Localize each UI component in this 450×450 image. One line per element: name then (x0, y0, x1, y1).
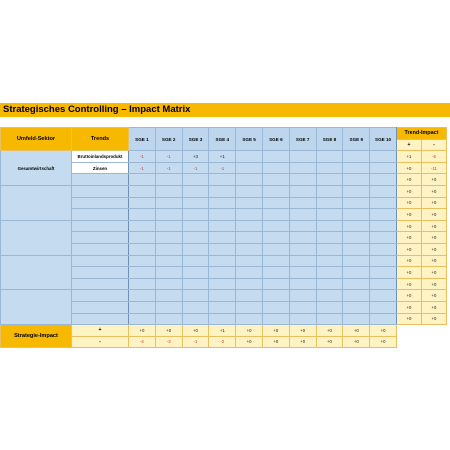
impact-cell[interactable] (209, 232, 236, 244)
header-row (1, 128, 447, 140)
trend-impact-minus: +0 (421, 197, 446, 209)
impact-cell[interactable] (370, 151, 397, 163)
impact-cell[interactable] (343, 301, 370, 313)
trend-impact-plus: +0 (396, 313, 421, 325)
trend-cell[interactable] (72, 232, 129, 244)
impact-cell[interactable] (236, 151, 263, 163)
impact-cell[interactable] (262, 301, 289, 313)
impact-cell[interactable] (182, 174, 209, 186)
trend-cell[interactable] (72, 174, 129, 186)
trend-cell[interactable] (72, 313, 129, 325)
impact-cell[interactable] (289, 220, 316, 232)
impact-cell[interactable] (209, 185, 236, 197)
sector-cell[interactable]: Gesamtwirtschaft (1, 151, 72, 186)
impact-cell[interactable] (316, 313, 343, 325)
trend-cell[interactable] (72, 243, 129, 255)
impact-cell[interactable] (129, 197, 156, 209)
impact-cell[interactable] (182, 278, 209, 290)
strategy-impact-minus-value: +0 (316, 336, 343, 348)
header-sge-6: SGE 6 (262, 128, 289, 151)
impact-cell[interactable] (129, 290, 156, 302)
impact-cell[interactable]: -1 (129, 151, 156, 163)
impact-cell[interactable] (155, 278, 182, 290)
trend-impact-minus: +0 (421, 209, 446, 221)
impact-cell[interactable] (129, 278, 156, 290)
impact-cell[interactable] (209, 301, 236, 313)
header-sge-4: SGE 4 (209, 128, 236, 151)
impact-cell[interactable] (262, 174, 289, 186)
impact-cell[interactable] (343, 278, 370, 290)
table-row (1, 290, 447, 302)
impact-cell[interactable] (155, 197, 182, 209)
impact-cell[interactable] (262, 151, 289, 163)
impact-matrix (0, 127, 447, 348)
strategy-impact-plus-value: +0 (316, 325, 343, 337)
impact-cell[interactable] (370, 290, 397, 302)
trend-impact-minus: -11 (421, 162, 446, 174)
impact-cell[interactable] (370, 255, 397, 267)
header-sge-10: SGE 10 (370, 128, 397, 151)
impact-cell[interactable] (236, 209, 263, 221)
trend-cell[interactable] (72, 209, 129, 221)
impact-cell[interactable] (236, 162, 263, 174)
strategy-impact-plus-value: +0 (343, 325, 370, 337)
impact-cell[interactable] (236, 220, 263, 232)
impact-cell[interactable] (236, 232, 263, 244)
trend-impact-minus: +0 (421, 255, 446, 267)
impact-cell[interactable] (370, 232, 397, 244)
impact-cell[interactable] (155, 243, 182, 255)
impact-cell[interactable] (370, 220, 397, 232)
impact-cell[interactable] (236, 313, 263, 325)
trend-impact-plus: +0 (396, 301, 421, 313)
impact-cell[interactable] (289, 255, 316, 267)
impact-cell[interactable] (129, 174, 156, 186)
impact-cell[interactable] (289, 243, 316, 255)
impact-cell[interactable] (209, 174, 236, 186)
trend-cell[interactable] (72, 197, 129, 209)
strategy-impact-plus-value: +0 (370, 325, 397, 337)
impact-cell[interactable] (182, 232, 209, 244)
impact-cell[interactable] (343, 185, 370, 197)
trend-impact-plus: +0 (396, 185, 421, 197)
impact-cell[interactable] (262, 313, 289, 325)
impact-cell[interactable] (155, 301, 182, 313)
impact-cell[interactable] (182, 255, 209, 267)
impact-cell[interactable] (262, 232, 289, 244)
impact-cell[interactable] (182, 197, 209, 209)
trend-cell[interactable] (72, 185, 129, 197)
trend-cell[interactable] (72, 255, 129, 267)
trend-impact-plus: +0 (396, 290, 421, 302)
trend-impact-minus: +0 (421, 301, 446, 313)
impact-cell[interactable] (209, 209, 236, 221)
trend-impact-minus: +0 (421, 232, 446, 244)
impact-cell[interactable] (289, 151, 316, 163)
impact-cell[interactable] (236, 197, 263, 209)
impact-cell[interactable] (343, 151, 370, 163)
impact-cell[interactable] (370, 313, 397, 325)
header-sge-2: SGE 2 (155, 128, 182, 151)
trend-impact-plus: +0 (396, 267, 421, 279)
impact-cell[interactable] (316, 267, 343, 279)
impact-cell[interactable] (343, 290, 370, 302)
impact-cell[interactable] (316, 185, 343, 197)
impact-cell[interactable] (129, 185, 156, 197)
sector-cell[interactable] (1, 255, 72, 290)
strategy-impact-plus-value: +1 (209, 325, 236, 337)
header-trend-impact: Trend-Impact (396, 128, 446, 140)
impact-cell[interactable] (209, 197, 236, 209)
impact-cell[interactable] (236, 278, 263, 290)
impact-cell[interactable] (182, 313, 209, 325)
impact-cell[interactable] (236, 301, 263, 313)
empty-cell (396, 336, 421, 348)
impact-cell[interactable] (262, 290, 289, 302)
impact-cell[interactable] (209, 255, 236, 267)
trend-impact-plus: +0 (396, 255, 421, 267)
impact-cell[interactable] (155, 220, 182, 232)
impact-cell[interactable] (236, 243, 263, 255)
trend-cell[interactable]: Zinsen (72, 162, 129, 174)
impact-cell[interactable]: -1 (182, 162, 209, 174)
strategy-impact-minus-value: +0 (262, 336, 289, 348)
strategy-impact-minus-value: +0 (289, 336, 316, 348)
impact-cell[interactable] (155, 185, 182, 197)
impact-cell[interactable] (182, 301, 209, 313)
strategy-impact-row-plus (1, 325, 447, 337)
impact-cell[interactable] (155, 313, 182, 325)
sector-cell[interactable] (1, 290, 72, 325)
impact-cell[interactable] (182, 220, 209, 232)
trend-impact-plus: +0 (396, 162, 421, 174)
impact-cell[interactable] (316, 243, 343, 255)
impact-cell[interactable] (155, 232, 182, 244)
impact-cell[interactable] (289, 267, 316, 279)
header-sge-5: SGE 5 (236, 128, 263, 151)
impact-cell[interactable] (182, 243, 209, 255)
table-row (1, 185, 447, 197)
trend-cell[interactable] (72, 220, 129, 232)
impact-cell[interactable] (182, 267, 209, 279)
impact-cell[interactable] (316, 151, 343, 163)
impact-cell[interactable] (316, 220, 343, 232)
impact-cell[interactable] (370, 278, 397, 290)
empty-cell (396, 325, 421, 337)
impact-cell[interactable] (129, 220, 156, 232)
strategy-impact-minus-value: -2 (209, 336, 236, 348)
impact-cell[interactable] (209, 313, 236, 325)
strategy-impact-minus-value: -3 (155, 336, 182, 348)
impact-cell[interactable] (343, 267, 370, 279)
trend-impact-plus: +0 (396, 209, 421, 221)
impact-cell[interactable] (236, 267, 263, 279)
impact-cell[interactable] (236, 185, 263, 197)
impact-cell[interactable] (129, 209, 156, 221)
strategy-impact-minus-sign: - (72, 336, 129, 348)
impact-cell[interactable] (289, 197, 316, 209)
impact-cell[interactable] (370, 301, 397, 313)
impact-cell[interactable] (262, 162, 289, 174)
strategy-impact-plus-value: +0 (289, 325, 316, 337)
impact-cell[interactable] (262, 278, 289, 290)
impact-cell[interactable] (182, 209, 209, 221)
header-ti-plus: + (396, 139, 421, 151)
impact-cell[interactable] (370, 174, 397, 186)
strategy-impact-label: Strategie-Impact (1, 325, 72, 348)
trend-impact-minus: +0 (421, 278, 446, 290)
impact-cell[interactable] (316, 197, 343, 209)
impact-cell[interactable] (236, 290, 263, 302)
impact-cell[interactable] (289, 209, 316, 221)
impact-cell[interactable] (129, 243, 156, 255)
impact-cell[interactable]: +1 (209, 151, 236, 163)
strategy-impact-minus-value: -1 (182, 336, 209, 348)
strategy-impact-plus-value: +0 (129, 325, 156, 337)
impact-cell[interactable]: -1 (129, 162, 156, 174)
page-title: Strategisches Controlling – Impact Matrix (0, 103, 450, 117)
impact-cell[interactable] (343, 232, 370, 244)
header-sge-7: SGE 7 (289, 128, 316, 151)
trend-impact-plus: +1 (396, 151, 421, 163)
impact-cell[interactable] (289, 162, 316, 174)
trend-impact-minus: +0 (421, 185, 446, 197)
impact-cell[interactable] (209, 278, 236, 290)
impact-cell[interactable] (316, 290, 343, 302)
trend-impact-plus: +0 (396, 278, 421, 290)
impact-cell[interactable] (289, 232, 316, 244)
strategy-impact-minus-value: +0 (343, 336, 370, 348)
header-sge-8: SGE 8 (316, 128, 343, 151)
strategy-impact-plus-value: +0 (155, 325, 182, 337)
trend-cell[interactable] (72, 290, 129, 302)
table-row (1, 220, 447, 232)
impact-cell[interactable]: +3 (182, 151, 209, 163)
trend-cell[interactable] (72, 301, 129, 313)
impact-cell[interactable]: -1 (155, 162, 182, 174)
trend-impact-minus: +0 (421, 174, 446, 186)
impact-cell[interactable] (289, 290, 316, 302)
impact-cell[interactable] (155, 255, 182, 267)
impact-cell[interactable] (155, 209, 182, 221)
impact-cell[interactable]: -1 (155, 151, 182, 163)
impact-cell[interactable] (289, 185, 316, 197)
impact-cell[interactable] (262, 185, 289, 197)
impact-cell[interactable] (343, 255, 370, 267)
trend-impact-minus: +0 (421, 267, 446, 279)
impact-cell[interactable] (236, 255, 263, 267)
impact-cell[interactable] (316, 255, 343, 267)
impact-cell[interactable] (262, 197, 289, 209)
impact-cell[interactable] (262, 209, 289, 221)
strategy-impact-plus-value: +0 (182, 325, 209, 337)
strategy-impact-plus-value: +0 (262, 325, 289, 337)
impact-cell[interactable] (129, 267, 156, 279)
impact-cell[interactable] (370, 185, 397, 197)
impact-cell[interactable] (343, 220, 370, 232)
impact-cell[interactable] (289, 301, 316, 313)
impact-cell[interactable] (316, 174, 343, 186)
trend-impact-minus: -5 (421, 151, 446, 163)
impact-cell[interactable] (129, 301, 156, 313)
impact-cell[interactable] (343, 162, 370, 174)
trend-impact-minus: +0 (421, 243, 446, 255)
impact-cell[interactable] (343, 197, 370, 209)
strategy-impact-minus-value: +0 (370, 336, 397, 348)
trend-impact-minus: +0 (421, 313, 446, 325)
trend-cell[interactable] (72, 278, 129, 290)
impact-cell[interactable] (370, 162, 397, 174)
impact-cell[interactable] (289, 313, 316, 325)
impact-cell[interactable] (370, 197, 397, 209)
empty-cell (421, 325, 446, 337)
impact-cell[interactable] (316, 278, 343, 290)
impact-cell[interactable] (155, 174, 182, 186)
impact-cell[interactable] (343, 313, 370, 325)
header-sge-1: SGE 1 (129, 128, 156, 151)
header-ti-minus: - (421, 139, 446, 151)
impact-cell[interactable] (182, 185, 209, 197)
trend-impact-plus: +0 (396, 174, 421, 186)
impact-cell[interactable] (209, 220, 236, 232)
impact-cell[interactable] (343, 243, 370, 255)
header-sge-9: SGE 9 (343, 128, 370, 151)
trend-impact-plus: +0 (396, 232, 421, 244)
empty-cell (421, 336, 446, 348)
impact-cell[interactable] (343, 209, 370, 221)
impact-cell[interactable] (289, 174, 316, 186)
impact-cell[interactable] (262, 267, 289, 279)
impact-cell[interactable] (129, 255, 156, 267)
impact-cell[interactable] (316, 232, 343, 244)
sector-cell[interactable] (1, 185, 72, 220)
table-row (1, 255, 447, 267)
impact-cell[interactable] (316, 301, 343, 313)
sector-cell[interactable] (1, 220, 72, 255)
impact-cell[interactable] (209, 290, 236, 302)
header-trends: Trends (72, 128, 129, 151)
trend-impact-plus: +0 (396, 243, 421, 255)
impact-cell[interactable] (129, 232, 156, 244)
impact-cell[interactable] (129, 313, 156, 325)
header-sector: Umfeld-Sektor (1, 128, 72, 151)
trend-cell[interactable]: Bruttoinlandsprodukt (72, 151, 129, 163)
impact-cell[interactable] (262, 220, 289, 232)
strategy-impact-plus-sign: + (72, 325, 129, 337)
impact-cell[interactable] (289, 278, 316, 290)
strategy-impact-plus-value: +0 (236, 325, 263, 337)
trend-impact-minus: +0 (421, 290, 446, 302)
impact-cell[interactable] (236, 174, 263, 186)
impact-cell[interactable] (343, 174, 370, 186)
trend-impact-minus: +0 (421, 220, 446, 232)
impact-cell[interactable] (316, 209, 343, 221)
header-sge-3: SGE 3 (182, 128, 209, 151)
impact-cell[interactable] (182, 290, 209, 302)
impact-cell[interactable] (370, 243, 397, 255)
impact-cell[interactable] (155, 290, 182, 302)
impact-cell[interactable] (262, 243, 289, 255)
impact-cell[interactable] (209, 267, 236, 279)
impact-cell[interactable] (155, 267, 182, 279)
impact-cell[interactable] (316, 162, 343, 174)
strategy-impact-minus-value: +0 (236, 336, 263, 348)
impact-cell[interactable] (370, 209, 397, 221)
impact-cell[interactable] (209, 243, 236, 255)
trend-cell[interactable] (72, 267, 129, 279)
table-row (1, 151, 447, 163)
impact-cell[interactable] (262, 255, 289, 267)
impact-cell[interactable] (370, 267, 397, 279)
trend-impact-plus: +0 (396, 220, 421, 232)
strategy-impact-minus-value: -4 (129, 336, 156, 348)
impact-cell[interactable]: -1 (209, 162, 236, 174)
trend-impact-plus: +0 (396, 197, 421, 209)
